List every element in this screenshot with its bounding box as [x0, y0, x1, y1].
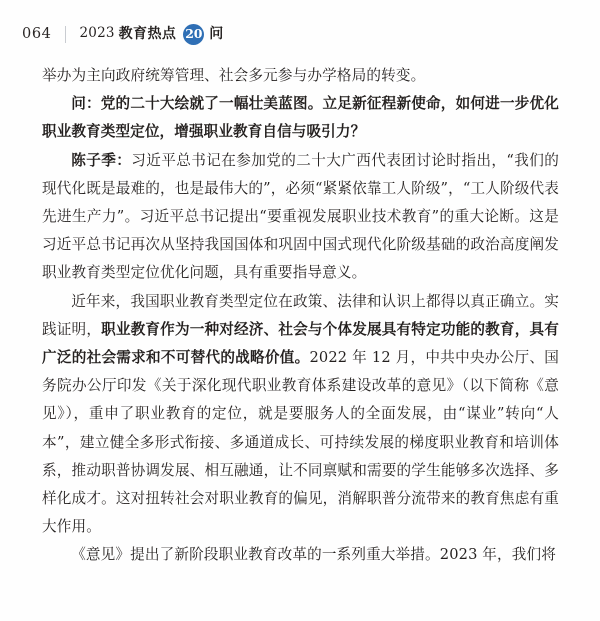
- paragraph-question: 问：党的二十大绘就了一幅壮美蓝图。立足新征程新使命，如何进一步优化职业教育类型定位，增强职业教育自信与吸引力？: [42, 95, 559, 141]
- header-divider: [65, 26, 66, 43]
- speaker-name: 陈子季：: [71, 151, 132, 169]
- answer-two-tail: 2022 年 12 月，中共中央办公厅、国务院办公厅印发《关于深化现代职业教育体系建设改革的意见》（以下简称《意见》），重申了职业教育的定位，就是要服务人的全面发展，由“谋业”转向“人本”，建立健全多形式衔接、多通道成长、可持续发展的梯度职业教育和培训体系，推动职普协调发展、相互融通，让不同禀赋和需要的学生能够多次选择、多样化成才。这对扭转社会对职业教育的偏见，消解职普分流带来的教育焦虑有重大作用。: [42, 349, 560, 536]
- answer-one-text: 习近平总书记在参加党的二十大广西代表团讨论时指出，“我们的现代化既是最难的，也是最伟大的”，必须“紧紧依靠工人阶级”，“工人阶级代表先进生产力”。习近平总书记提出“要重视发展职业技术教育”的重大论断。这是习近平总书记再次从坚持我国国体和巩固中国式现代化阶级基础的政治高度阐发职业教育类型定位优化问题，具有重要指导意义。: [42, 151, 559, 282]
- paragraph-answer-three: 《意见》提出了新阶段职业教育改革的一系列重大举措。2023 年，我们将: [71, 546, 557, 564]
- paragraph-answer-one: [42, 147, 559, 288]
- running-header: [22, 21, 223, 47]
- question-count-badge: 20: [183, 24, 204, 45]
- title-topic: 教育热点: [118, 26, 177, 42]
- book-title: [79, 24, 223, 45]
- answer-two-lead: 近年来，我国职业教育类型定位在政策、法律和认识上都得以真正确立。实践证明，: [42, 292, 559, 338]
- paragraph-answer-two: [42, 288, 559, 542]
- title-suffix: 问: [209, 26, 224, 42]
- answer-two-emphasis: 职业教育作为一种对经济、社会与个体发展具有特定功能的教育，具有广泛的社会需求和不可替代的战略价值。: [42, 320, 559, 367]
- paragraph-continuation: 举办为主向政府统筹管理、社会多元参与办学格局的转变。: [42, 67, 426, 84]
- page-body: [42, 62, 559, 570]
- title-year: 2023: [79, 25, 115, 42]
- page-number: 064: [22, 25, 52, 42]
